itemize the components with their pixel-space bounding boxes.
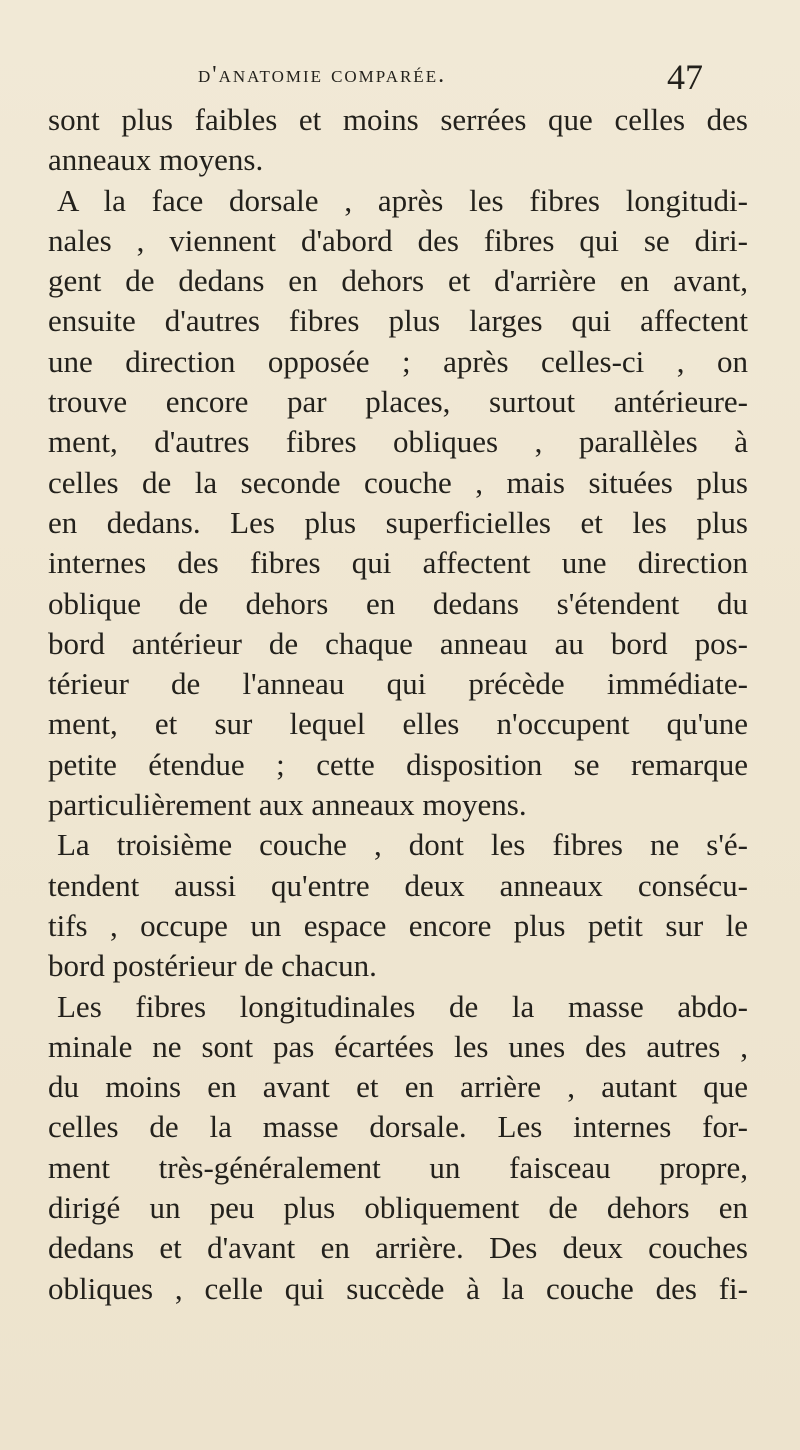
text-line: tendent aussi qu'entre deux anneaux consécu- (48, 867, 748, 903)
text-line: en dedans. Les plus superficielles et les plus (48, 504, 748, 540)
text-line: dirigé un peu plus obliquement de dehors en (48, 1190, 748, 1226)
text-line: gent de dedans en dehors et d'arrière en avant, (48, 263, 748, 299)
text-line: ment, d'autres fibres obliques , parallèles à (48, 424, 748, 460)
text-line: bord postérieur de chacun. (48, 948, 377, 984)
text-line: obliques , celle qui succède à la couche des fi- (48, 1270, 748, 1306)
text-line: A la face dorsale , après les fibres longitudi- (57, 182, 748, 218)
text-line: anneaux moyens. (48, 142, 264, 178)
text-line: trouve encore par places, surtout antérieure- (48, 384, 748, 420)
text-line: dedans et d'avant en arrière. Des deux couches (48, 1230, 748, 1266)
text-line: sont plus faibles et moins serrées que celles des (48, 102, 748, 137)
text-line: Les fibres longitudinales de la masse abdo- (57, 988, 748, 1024)
body-text (48, 100, 748, 1309)
text-line: nales , viennent d'abord des fibres qui se diri- (48, 222, 748, 258)
text-line: ensuite d'autres fibres plus larges qui affectent (48, 303, 748, 339)
text-line: La troisième couche , dont les fibres ne s'é- (57, 827, 748, 863)
text-line: ment très-généralement un faisceau propre, (48, 1149, 748, 1185)
text-line: celles de la seconde couche , mais situées plus (48, 464, 748, 500)
page-header (0, 56, 800, 96)
text-line: du moins en avant et en arrière , autant que (48, 1069, 748, 1105)
text-line: petite étendue ; cette disposition se remarque (48, 746, 748, 782)
running-title: d'anatomie comparée. (198, 62, 447, 88)
text-line: ment, et sur lequel elles n'occupent qu'une (48, 706, 748, 742)
text-line: térieur de l'anneau qui précède immédiate- (48, 666, 748, 702)
text-line: oblique de dehors en dedans s'étendent du (48, 585, 748, 621)
text-line: une direction opposée ; après celles-ci , on (48, 343, 748, 379)
text-line: particulièrement aux anneaux moyens. (48, 787, 527, 823)
text-line: celles de la masse dorsale. Les internes for- (48, 1109, 748, 1145)
text-line: minale ne sont pas écartées les unes des autres , (48, 1028, 748, 1064)
text-line: tifs , occupe un espace encore plus petit sur le (48, 907, 748, 943)
text-line: bord antérieur de chaque anneau au bord pos- (48, 625, 748, 661)
text-line: internes des fibres qui affectent une direction (48, 545, 748, 581)
page-number: 47 (667, 57, 703, 97)
